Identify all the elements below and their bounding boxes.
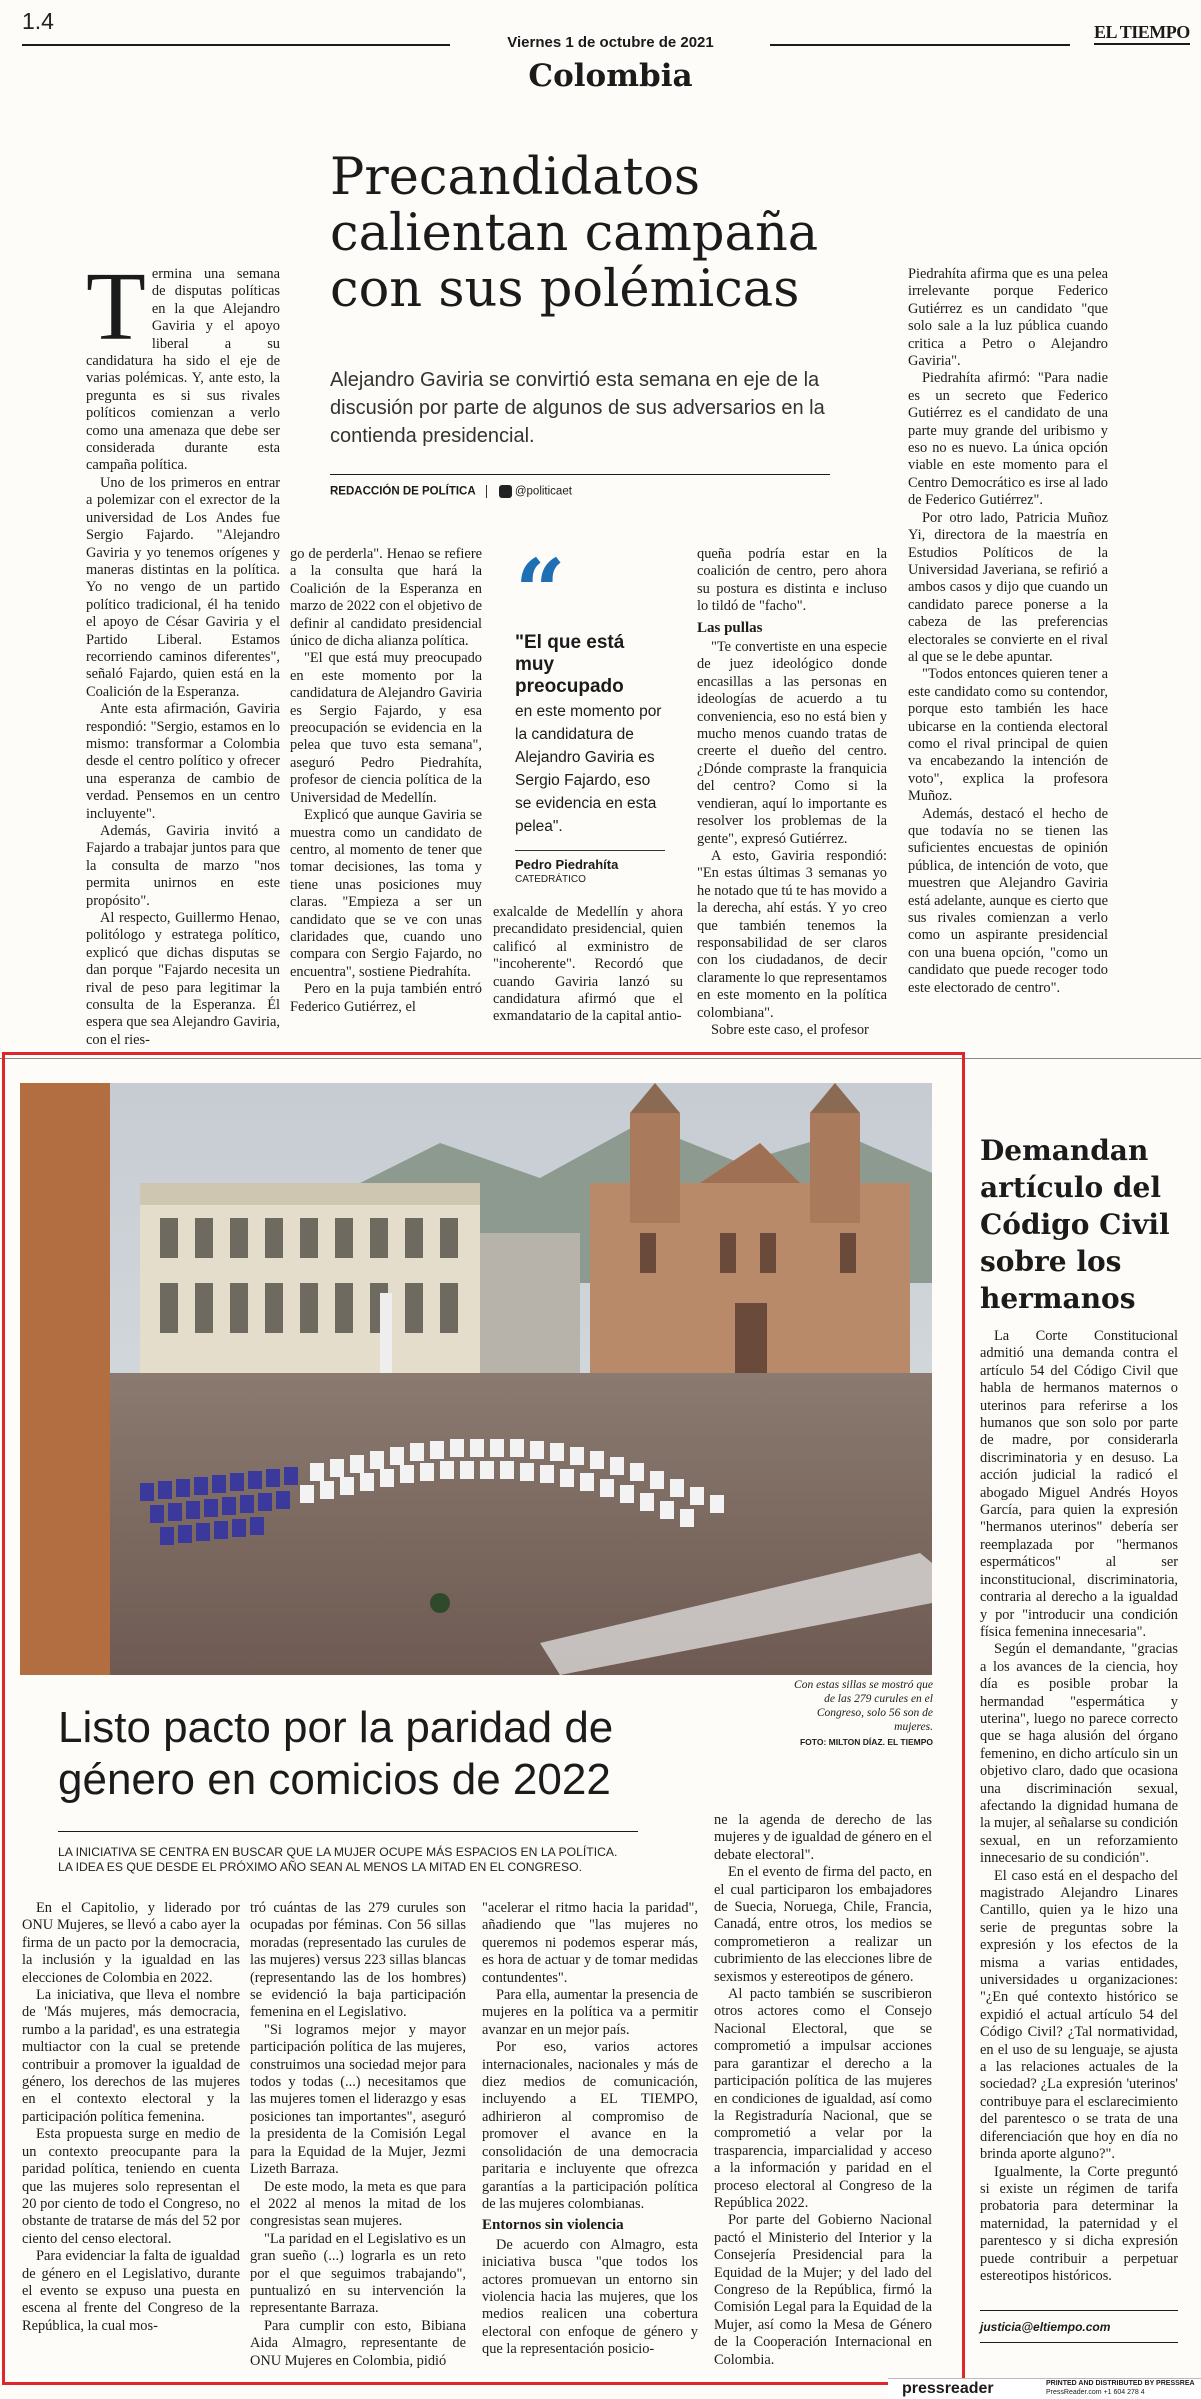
story2-headline xyxy=(58,1702,758,1806)
paragraph: "Te convertiste en una especie de juez ideológico donde encasillas a las personas en ideologías de acuerdo a tu conveniencia, eso no está bien y mucho menos cuando tratas de creerte el dueño del centro. ¿Dónde compraste la franquicia del centro? Como si la vendieran, aquí lo importante es resolver los problemas de la gente", expresó Gutiérrez. xyxy=(697,639,887,847)
paragraph: Ante esta afirmación, Gaviria respondió: "Sergio, estamos en lo mismo: transformar a Colombia desde el centro político y ofrecer una esperanza de cambio de verdad. Pensemos en un centro incluyente". xyxy=(86,701,280,822)
paragraph: A esto, Gaviria respondió: "En estas últimas 3 semanas yo he notado que tú te has movido a la derecha, ahí estás. Y yo creo que también tenemos la responsabilidad de ser claros con los ciudadanos, de decir claramente lo que representamos en este momento en la política colombiana". xyxy=(697,847,887,1021)
pull-quote-name: Pedro Piedrahíta xyxy=(515,857,619,872)
paragraph: Por otro lado, Patricia Muñoz Yi, directora de la maestría en Estudios Políticos de la Universidad Javeriana, se refirió a ambos casos y dijo que cuando un candidato parece ponerse a la cabeza de las preferencias electorales se convierte en el rival al que se le debe apuntar. xyxy=(908,509,1108,665)
paragraph: Al pacto también se suscribieron otros actores como el Consejo Nacional Electoral, que se comprometió a impulsar acciones para garantizar el derecho a la participación política de las mujeres en condiciones de igualdad, así como la Registraduría Nacional, que se comprometió a velar por la trasparencia, imparcialidad y acceso a la información y paridad en el proceso electoral al Congreso de la República 2022. xyxy=(714,1986,932,2211)
paragraph: Piedrahíta afirmó: "Para nadie es un secreto que Federico Gutiérrez es el candidato de una parte muy grande del uribismo y eso no es nuevo. La única opción viable en este momento para el Centro Democrático es irse al lado de Federico Gutiérrez". xyxy=(908,370,1108,509)
pull-quote-bold: "El que está muy preocupado xyxy=(515,632,625,697)
story3-headline-line: artículo del xyxy=(980,1171,1161,1204)
story3-headline-line: sobre los xyxy=(980,1245,1122,1278)
paragraph: "Todos entonces quieren tener a este candidato como su contendor, porque esto también les hace ubicarse en la contienda electoral como el rival principal de quien va encabezando la intención de voto", explica la profesora Muñoz. xyxy=(908,666,1108,805)
story3-headline xyxy=(980,1132,1195,1317)
paragraph: Además, destacó el hecho de que todavía no se tienen las suficientes encuestas de opinión pública, de intención de voto, que muestren que Alejandro Gaviria está adelante, aunque es cierto que sus rivales comienzan a verlo como un aspirante presidencial con una buena opción, "como un candidato que puede recoger todo este electorado de centro". xyxy=(908,805,1108,996)
paragraph: Para ella, aumentar la presencia de mujeres en la política va a permitir avanzar en un mejor país. xyxy=(482,1987,698,2038)
paragraph: queña podría estar en la coalición de centro, pero ahora su postura es distinta e incluso lo tildó de "facho". xyxy=(697,546,887,615)
story2-column-1 xyxy=(22,1900,240,2378)
story2-deck xyxy=(58,1845,698,1875)
paragraph: ermina una semana de disputas políticas en la que Alejandro Gaviria y el apoyo liberal a su candidatura ha sido el eje de varias polémicas. Y, ante esto, la pregunta es si sus rivales políticos comienzan a verlo como una amenaza que debe ser considerada durante esta campaña política. xyxy=(86,266,280,474)
paragraph: Para cumplir con esto, Bibiana Aida Almagro, representante de ONU Mujeres en Colombia, pidió xyxy=(250,2317,466,2369)
story2-deck-rule xyxy=(58,1831,638,1832)
story1-column-1 xyxy=(86,253,280,1048)
story3-headline-line: Código Civil xyxy=(980,1208,1170,1241)
paragraph: Para evidenciar la falta de igualdad de género en el Legislativo, durante el evento se expuso una puesta en escena al frente del Congreso de la República, la cual mos- xyxy=(22,2248,240,2334)
photo-caption-text: Con estas sillas se mostró que de las 279 curules en el Congreso, solo 56 son de mujeres. xyxy=(794,1679,933,1733)
paragraph: Por eso, varios actores internacionales, nacionales y más de diez medios de comunicación, incluyendo a EL TIEMPO, adhirieron al compromiso de promover el avance en la consolidación de una democracia paritaria e incluyente que ofrezca garantías a la participación política de las mujeres colombianas. xyxy=(482,2039,698,2212)
paragraph: Explicó que aunque Gaviria se muestra como un candidato de centro, al momento de tener que tomar decisiones, las toma y tiene unas posiciones muy claras. "Empieza a ser un candidato que se ve con unas claridades que, cuando uno compara con Sergio Fajardo, no encuentra", sostiene Piedrahíta. xyxy=(290,807,482,980)
paragraph: Igualmente, la Corte preguntó si existe un régimen de tarifa probatoria para determinar la maternidad, la paternidad y el parentesco y si dicha expresión puede contribuir a perpetuar estereotipos históricos. xyxy=(980,2163,1178,2284)
paragraph: De este modo, la meta es que para el 2022 al menos la mitad de los congresistas sean mujeres. xyxy=(250,2178,466,2230)
story1-headline-line: calientan campaña xyxy=(330,204,819,263)
issue-date: Viernes 1 de octubre de 2021 xyxy=(507,34,714,51)
pressreader-logo: pressreader xyxy=(902,2380,994,2397)
paragraph: go de perderla". Henao se refiere a la consulta que hará la Coalición de la Esperanza en marzo de 2022 con el objetivo de definir al candidato presidencial único de dicha alianza política. xyxy=(290,546,482,650)
paragraph: La Corte Constitucional admitió una demanda contra el artículo 54 del Código Civil que habla de hermanos maternos o uterinos para referirse a los humanos que son solo por parte de madre, por considerarla discriminatoria y en desuso. La acción judicial la radicó el abogado Miguel Andrés Hoyos García, para quien la expresión "hermanos uterinos" debería ser reemplazada por "hermanos espermáticos" al ser inconstitucional, discriminatoria, contraria al derecho a la igualdad y por "introducir una condición física femenina innecesaria". xyxy=(980,1328,1178,1640)
pressreader-footer xyxy=(888,2378,1201,2399)
pressreader-printed: PRINTED AND DISTRIBUTED BY PRESSREA xyxy=(1046,2380,1195,2387)
story2-deck-line: LA INICIATIVA SE CENTRA EN BUSCAR QUE LA MUJER OCUPE MÁS ESPACIOS EN LA POLÍTICA. xyxy=(58,1845,618,1859)
pull-quote-text: en este momento por la candidatura de Alejandro Gaviria es Sergio Fajardo, eso se evidencia en esta pelea". xyxy=(515,703,662,835)
paragraph: Uno de los primeros en entrar a polemizar con el exrector de la universidad de Los Andes fue Sergio Fajardo. "Alejandro Gaviria y yo tenemos orígenes y maneras distintas en la política. Yo no vengo de un partido político tradicional, él ha tenido el apoyo de César Gaviria y el Partido Liberal. Estamos recorriendo caminos diferentes", señaló Fajardo, quien está en la Coalición de la Esperanza. xyxy=(86,474,280,700)
page-number: 1.4 xyxy=(22,8,54,34)
brand-logo: EL TIEMPO xyxy=(1094,22,1190,45)
paragraph: Sobre este caso, el profesor xyxy=(711,1021,869,1038)
story1-headline-line: Precandidatos xyxy=(330,148,701,207)
paragraph: "La paridad en el Legislativo es un gran sueño (...) lograrla es un reto por el que seguimos trabajando", puntualizó en su intervención la representante Barraza. xyxy=(250,2230,466,2317)
story3-email[interactable]: justicia@eltiempo.com xyxy=(980,2320,1111,2334)
pressreader-phone: PressReader.com +1 604 278 4 xyxy=(1046,2389,1145,2396)
paragraph: Por parte del Gobierno Nacional pactó el Ministerio del Interior y la Consejería Presidencial para la Equidad de la Mujer; y del lado del Congreso de la República, firmó la Comisión Legal para la Equidad de la Mujer, así como la Mesa de Género de la Cooperación Internacional en Colombia. xyxy=(714,2212,932,2368)
photo-credit: FOTO: MILTON DÍAZ. EL TIEMPO xyxy=(799,1737,933,1747)
header-rule-right xyxy=(770,44,1070,46)
story1-column-4 xyxy=(697,546,887,1038)
paragraph: ne la agenda de derecho de las mujeres y de igualdad de género en el debate electoral". xyxy=(714,1812,932,1863)
story1-headline xyxy=(330,150,890,318)
story2-column-3 xyxy=(482,1900,698,2378)
story1-handle[interactable]: @politicaet xyxy=(514,485,572,498)
story2-column-2 xyxy=(250,1900,466,2378)
photo-caption xyxy=(785,1678,933,1747)
story1-byline xyxy=(330,485,572,498)
story1-byline-rule xyxy=(330,474,830,475)
paragraph: El caso está en el despacho del magistrado Alejandro Linares Cantillo, quien ya le hizo una serie de preguntas sobre la expresión y los efectos de la misma a varias entidades, universidades u organizaciones: "¿En qué contexto histórico se expidió el actual artículo 54 del Código Civil? ¿Tal normatividad, en el uso de su lenguaje, se ajusta a las relaciones actuales de la sociedad? ¿La expresión 'uterinos' contribuye para el esclarecimiento del parentesco o se trata de una diferenciación que hoy en día no brinda aporte alguno?". xyxy=(980,1867,1178,2163)
paragraph: En el Capitolio, y liderado por ONU Mujeres, se llevó a cabo ayer la firma de un pacto por la democracia, la inclusión y la igualdad en las elecciones de Colombia en 2022. xyxy=(22,1900,240,1986)
subhead: Entornos sin violencia xyxy=(482,2217,624,2234)
paragraph: Esta propuesta surge en medio de un contexto preocupante para la paridad política, teniendo en cuenta que las mujeres solo representan el 20 por ciento de todo el Congreso, no obstante de tratarse de más del 52 por ciento del censo electoral. xyxy=(22,2126,240,2247)
story2-headline-line: Listo pacto por la paridad de xyxy=(58,1703,614,1752)
paragraph: La iniciativa, que lleva el nombre de 'Más mujeres, más democracia, rumbo a la paridad', es una estrategia multiactor con la cual se pretende contribuir a promover la igualdad de género, los derechos de las mujeres en el contexto electoral y la participación política femenina. xyxy=(22,1987,240,2125)
paragraph: exalcalde de Medellín y ahora precandidato presidencial, quien calificó al exministro de "incoherente". Recordó que cuando Gaviria lanzó su candidatura afirmó que el exmandatario de la capital antio- xyxy=(493,904,683,1025)
paragraph: "acelerar el ritmo hacia la paridad", añadiendo que "las mujeres no queremos ni podemos esperar más, es hora de actuar y de tomar medidas contundentes". xyxy=(482,1900,698,1986)
paragraph: Además, Gaviria invitó a Fajardo a trabajar juntos para que la consulta de marzo "nos permita unirnos en este propósito". xyxy=(86,823,280,909)
story3-email-rule xyxy=(980,2310,1178,2311)
story2-deck-line: LA IDEA ES QUE DESDE EL PRÓXIMO AÑO SEAN AL MENOS LA MITAD EN EL CONGRESO. xyxy=(58,1860,582,1874)
story1-deck: Alejandro Gaviria se convirtió esta semana en eje de la discusión por parte de algunos de sus adversarios en la contienda presidencial. xyxy=(330,369,825,447)
pull-quote xyxy=(515,539,665,885)
story3-headline-line: Demandan xyxy=(980,1134,1149,1167)
story3-body xyxy=(980,1328,1178,2398)
story1-column-3 xyxy=(493,904,683,1038)
story1-byline-text: REDACCIÓN DE POLÍTICA xyxy=(330,485,476,498)
paragraph: Piedrahíta afirma que es una pelea irrelevante porque Federico Gutiérrez es un candidato "que solo sale a la luz pública cuando critica a Petro o Alejandro Gaviria". xyxy=(908,266,1108,370)
paragraph: tró cuántas de las 279 curules son ocupadas por féminas. Con 56 sillas moradas (representado las curules de las mujeres) versus 223 sillas blancas (representando las de los hombres) se evidenció la baja participación femenina en el Legislativo. xyxy=(250,1900,466,2021)
paragraph: De acuerdo con Almagro, esta iniciativa busca "que todos los actores promuevan un entorno sin violencia hacia las mujeres, que los medios realicen una cobertura electoral con enfoque de género y que la representación posicio- xyxy=(482,2236,698,2358)
story3-end-rule xyxy=(980,2342,1178,2343)
subhead: Las pullas xyxy=(697,619,763,636)
plaza-photo xyxy=(20,1083,932,1675)
quote-icon: “ xyxy=(515,539,566,643)
story2-headline-line: género en comicios de 2022 xyxy=(58,1755,611,1804)
story1-dropcap: T xyxy=(86,253,146,361)
paragraph: "El que está muy preocupado en este momento por la candidatura de Alejandro Gaviria es Sergio Fajardo, y esa preocupación se evidencia en la pelea que tuvo esta semana", aseguró Pedro Piedrahíta, profesor de ciencia política de la Universidad de Medellín. xyxy=(290,650,482,806)
paragraph: Al respecto, Guillermo Henao, politólogo y estratega político, explicó que dichas disputas se dan porque "Fajardo necesita un rival de peso para legitimar la consulta de la Esperanza. Él espera que sea Alejandro Gaviria, con el ries- xyxy=(86,910,280,1048)
paragraph: Pero en la puja también entró Federico Gutiérrez, el xyxy=(290,981,482,1015)
story1-column-5 xyxy=(908,266,1108,1038)
story1-column-2 xyxy=(290,546,482,1038)
section-title: Colombia xyxy=(528,58,693,94)
pull-quote-role: CATEDRÁTICO xyxy=(515,874,586,885)
paragraph: "Si logramos mejor y mayor participación política de las mujeres, construimos una sociedad mejor para todos y todas (...) necesitamos que las mujeres tomen el liderazgo y esas posiciones tan importantes", aseguró la presidenta de la Comisión Legal para la Equidad de la Mujer, Jezmi Lizeth Barraza. xyxy=(250,2021,466,2178)
story3-headline-line: hermanos xyxy=(980,1282,1136,1315)
story2-column-4 xyxy=(714,1812,932,2378)
story1-headline-line: con sus polémicas xyxy=(330,260,800,319)
header-rule-left xyxy=(22,44,450,46)
twitter-icon xyxy=(499,485,512,498)
paragraph: En el evento de firma del pacto, en el cual participaron los embajadores de Suecia, Noruega, Chile, Francia, Canadá, entre otros, los medios se comprometieron a realizar un cubrimiento de las elecciones libre de sexismos y estereotipos de género. xyxy=(714,1864,932,1985)
paragraph: Según el demandante, "gracias a los avances de la ciencia, hoy día es posible probar la hermandad "espermática y uterina", luego no parece correcto que se haga alusión del órgano femenino, en dicho artículo sin un objetivo claro, dado que ocasiona una discriminación sexual, afectando la dignidad humana de la mujer, al señalarse su condición sexual, en un reforzamiento innecesario de su condición". xyxy=(980,1641,1178,1867)
